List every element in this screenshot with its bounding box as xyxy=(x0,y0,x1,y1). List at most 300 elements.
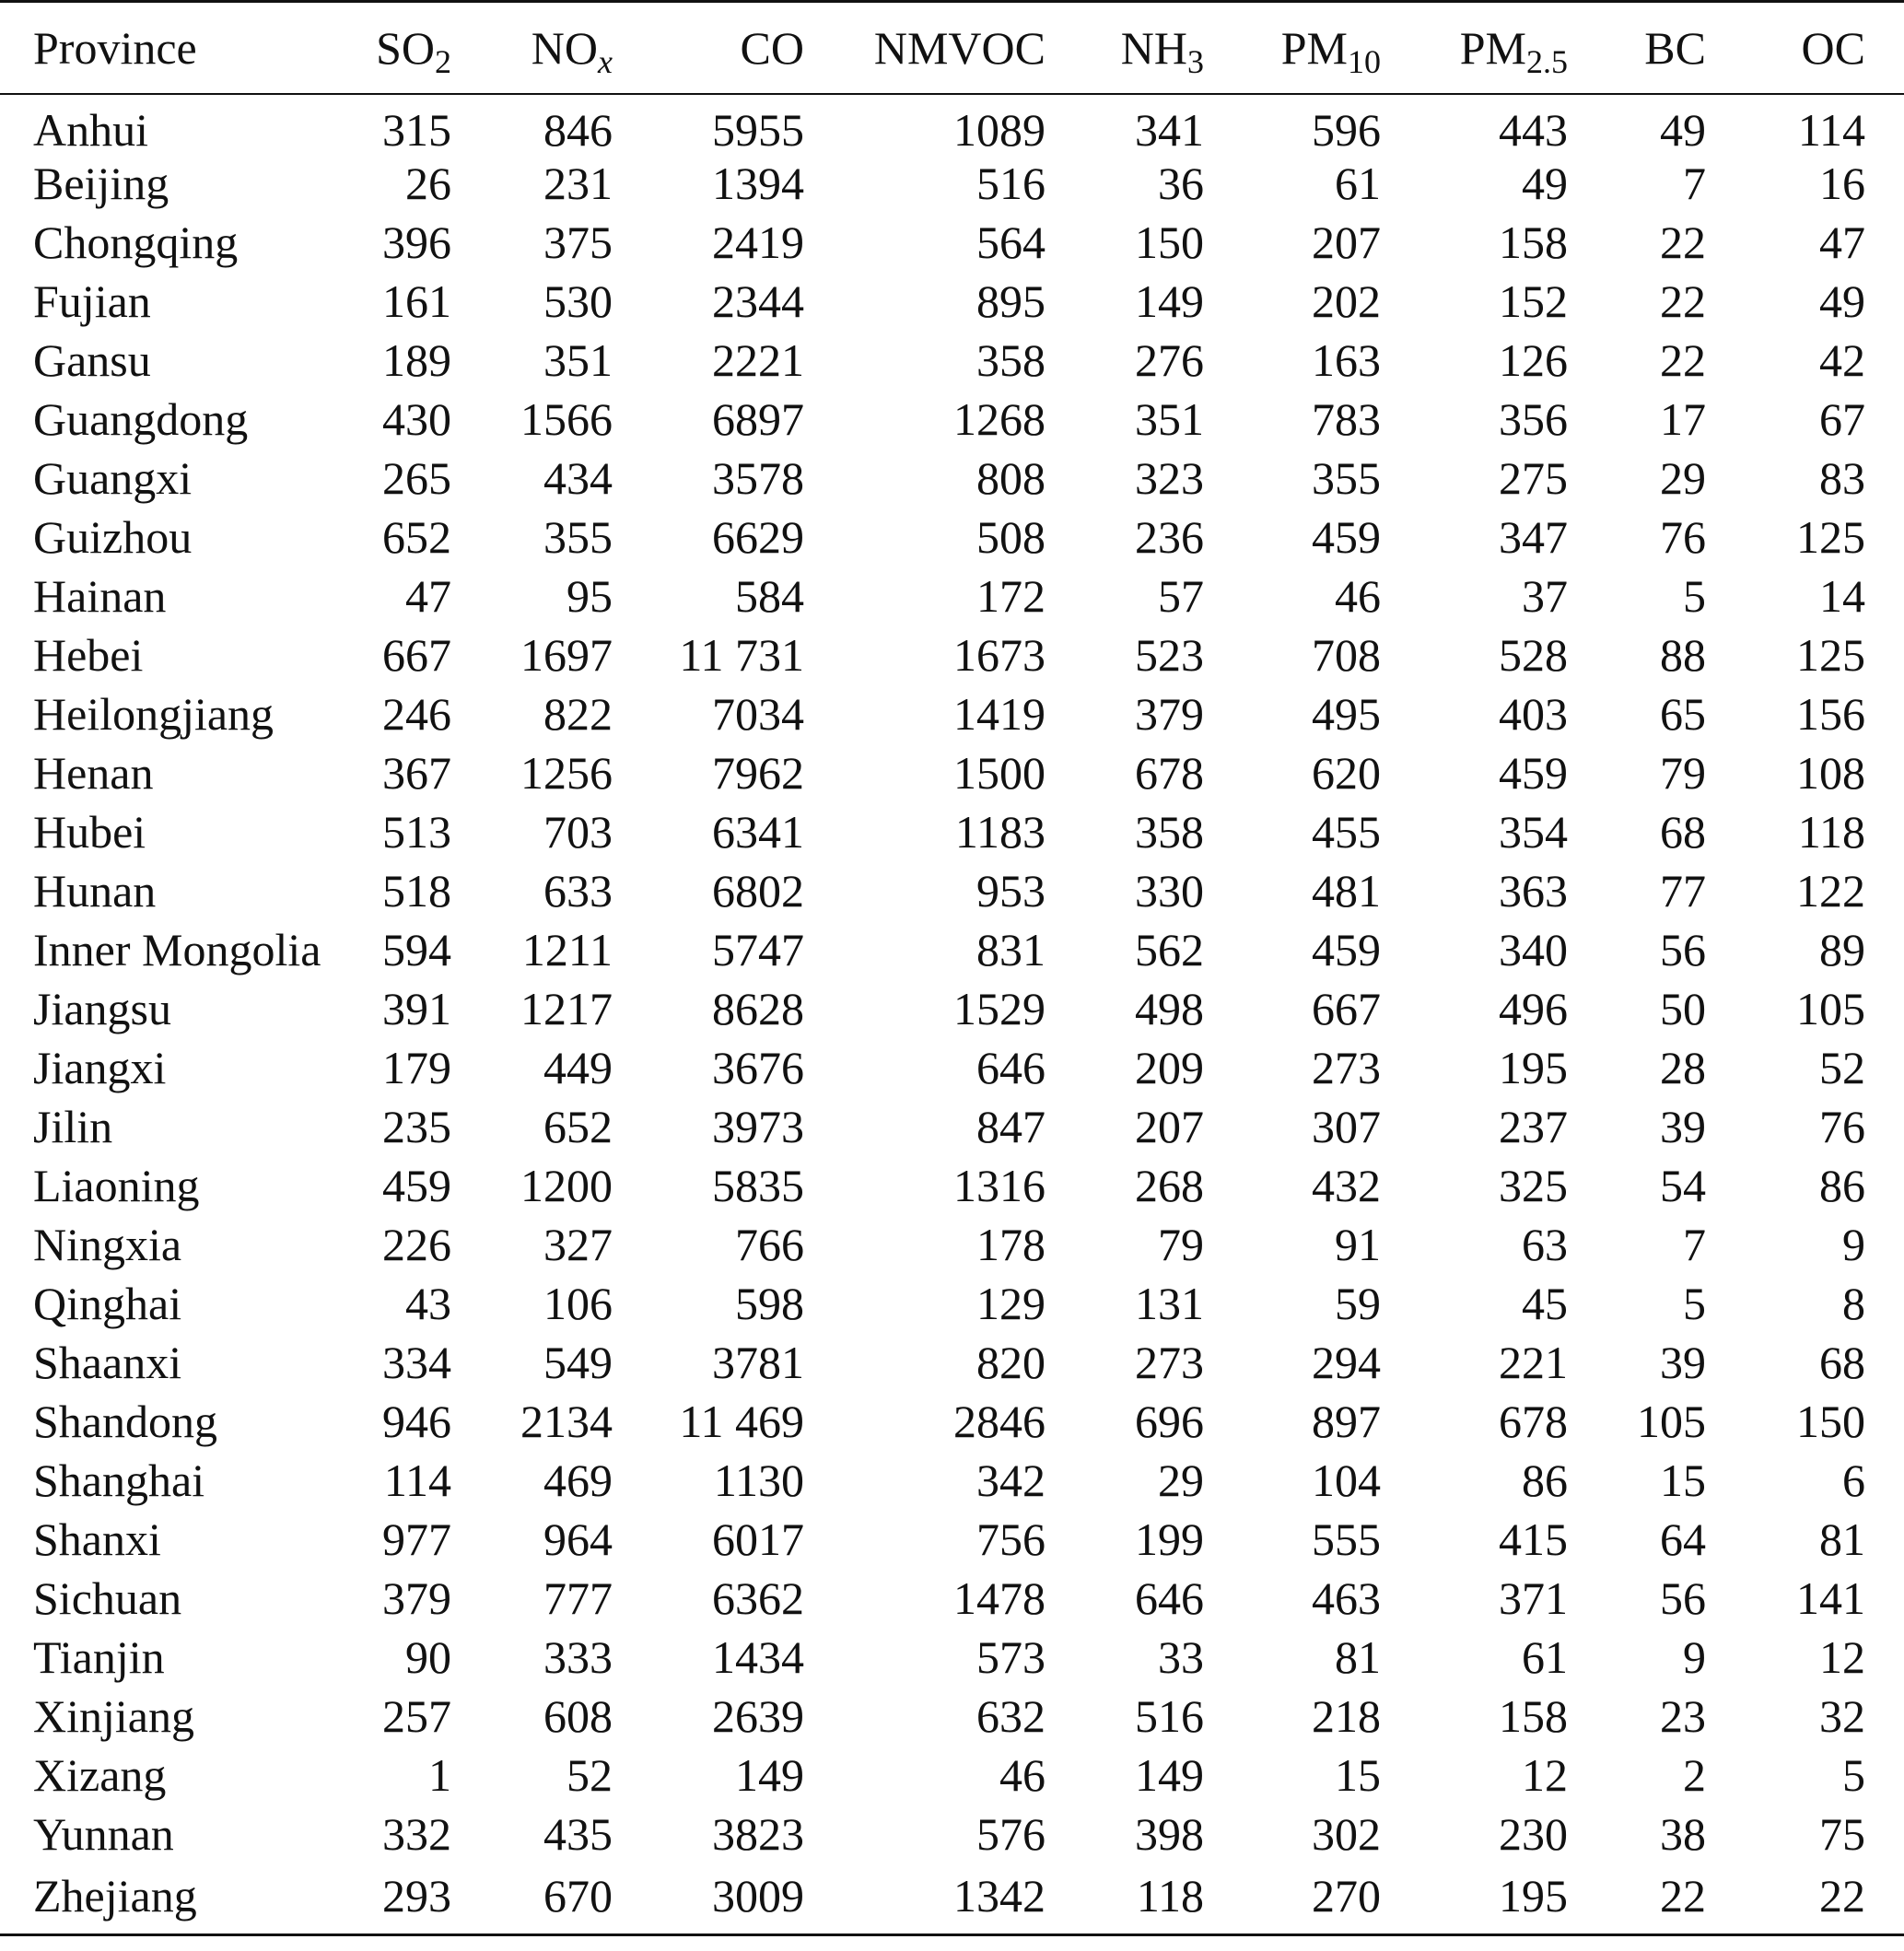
cell-pm25: 195 xyxy=(1499,1870,1568,1922)
table-row xyxy=(0,979,1904,1038)
cell-nh3: 276 xyxy=(1135,334,1204,386)
header-pm25-base: PM xyxy=(1459,22,1526,74)
cell-province: Heilongjiang xyxy=(33,688,275,740)
cell-co: 584 xyxy=(735,570,804,622)
cell-co: 5747 xyxy=(712,924,804,976)
cell-oc: 42 xyxy=(1819,334,1865,386)
table-row xyxy=(0,1569,1904,1628)
header-pm25 xyxy=(1413,2,1600,95)
cell-province: Chongqing xyxy=(33,216,239,268)
header-nox-base: NO xyxy=(531,22,599,74)
cell-so2: 594 xyxy=(382,924,451,976)
header-pm10-sub: 10 xyxy=(1348,43,1381,81)
cell-so2: 334 xyxy=(382,1337,451,1388)
cell-so2: 189 xyxy=(382,334,451,386)
cell-oc: 6 xyxy=(1842,1454,1865,1506)
cell-nox: 449 xyxy=(543,1042,613,1093)
header-co: CO xyxy=(740,22,804,74)
cell-co: 3676 xyxy=(712,1042,804,1093)
cell-oc: 32 xyxy=(1819,1690,1865,1742)
table-row xyxy=(0,802,1904,861)
cell-nox: 1217 xyxy=(520,983,613,1034)
header-so2-base: SO xyxy=(376,22,435,74)
cell-nmvoc: 508 xyxy=(976,511,1045,563)
cell-province: Henan xyxy=(33,747,154,799)
cell-nmvoc: 847 xyxy=(976,1101,1045,1152)
cell-nh3: 131 xyxy=(1135,1278,1204,1329)
table-row xyxy=(0,684,1904,743)
cell-bc: 22 xyxy=(1660,216,1706,268)
cell-nox: 2134 xyxy=(520,1396,613,1447)
header-nh3-base: NH xyxy=(1120,22,1187,74)
cell-oc: 141 xyxy=(1796,1572,1865,1624)
cell-nh3: 678 xyxy=(1135,747,1204,799)
cell-pm25: 443 xyxy=(1499,104,1568,156)
cell-bc: 38 xyxy=(1660,1808,1706,1860)
cell-province: Jilin xyxy=(33,1101,113,1152)
cell-pm10: 15 xyxy=(1335,1749,1381,1801)
cell-pm10: 207 xyxy=(1312,216,1381,268)
cell-nh3: 330 xyxy=(1135,865,1204,917)
table-row xyxy=(0,1156,1904,1215)
cell-bc: 5 xyxy=(1683,570,1706,622)
cell-nmvoc: 46 xyxy=(999,1749,1045,1801)
cell-nox: 703 xyxy=(543,806,613,858)
cell-pm10: 459 xyxy=(1312,924,1381,976)
table-row xyxy=(0,743,1904,802)
cell-nox: 1697 xyxy=(520,629,613,681)
cell-bc: 22 xyxy=(1660,1870,1706,1922)
cell-oc: 52 xyxy=(1819,1042,1865,1093)
cell-pm25: 275 xyxy=(1499,452,1568,504)
cell-co: 5835 xyxy=(712,1160,804,1211)
cell-province: Liaoning xyxy=(33,1160,200,1211)
cell-province: Qinghai xyxy=(33,1278,182,1329)
cell-pm10: 481 xyxy=(1312,865,1381,917)
cell-nh3: 199 xyxy=(1135,1513,1204,1565)
cell-pm10: 59 xyxy=(1335,1278,1381,1329)
cell-bc: 9 xyxy=(1683,1631,1706,1683)
cell-province: Shanxi xyxy=(33,1513,161,1565)
cell-nmvoc: 895 xyxy=(976,275,1045,327)
cell-nh3: 523 xyxy=(1135,629,1204,681)
cell-nmvoc: 516 xyxy=(976,158,1045,209)
cell-nox: 434 xyxy=(543,452,613,504)
cell-bc: 65 xyxy=(1660,688,1706,740)
cell-so2: 26 xyxy=(405,158,451,209)
cell-pm10: 667 xyxy=(1312,983,1381,1034)
cell-province: Tianjin xyxy=(33,1631,165,1683)
cell-co: 3009 xyxy=(712,1870,804,1922)
cell-pm25: 158 xyxy=(1499,1690,1568,1742)
cell-bc: 28 xyxy=(1660,1042,1706,1093)
cell-so2: 257 xyxy=(382,1690,451,1742)
cell-pm10: 61 xyxy=(1335,158,1381,209)
cell-nox: 106 xyxy=(543,1278,613,1329)
cell-bc: 17 xyxy=(1660,393,1706,445)
cell-oc: 122 xyxy=(1796,865,1865,917)
cell-nmvoc: 564 xyxy=(976,216,1045,268)
cell-nox: 375 xyxy=(543,216,613,268)
cell-pm10: 91 xyxy=(1335,1219,1381,1270)
cell-bc: 22 xyxy=(1660,334,1706,386)
cell-bc: 22 xyxy=(1660,275,1706,327)
cell-nox: 435 xyxy=(543,1808,613,1860)
cell-so2: 946 xyxy=(382,1396,451,1447)
cell-so2: 315 xyxy=(382,104,451,156)
cell-nh3: 29 xyxy=(1158,1454,1204,1506)
cell-pm10: 202 xyxy=(1312,275,1381,327)
cell-co: 6802 xyxy=(712,865,804,917)
cell-pm25: 49 xyxy=(1522,158,1568,209)
cell-co: 2344 xyxy=(712,275,804,327)
cell-province: Gansu xyxy=(33,334,151,386)
cell-oc: 108 xyxy=(1796,747,1865,799)
table-row xyxy=(0,567,1904,625)
cell-nox: 231 xyxy=(543,158,613,209)
cell-nox: 964 xyxy=(543,1513,613,1565)
cell-oc: 114 xyxy=(1797,104,1865,156)
cell-nh3: 268 xyxy=(1135,1160,1204,1211)
cell-so2: 332 xyxy=(382,1808,451,1860)
cell-co: 1130 xyxy=(713,1454,804,1506)
cell-nox: 95 xyxy=(567,570,613,622)
cell-province: Hunan xyxy=(33,865,157,917)
cell-pm25: 403 xyxy=(1499,688,1568,740)
header-pm10-base: PM xyxy=(1280,22,1348,74)
cell-pm25: 354 xyxy=(1499,806,1568,858)
cell-nmvoc: 1500 xyxy=(953,747,1045,799)
cell-pm25: 195 xyxy=(1499,1042,1568,1093)
cell-nh3: 207 xyxy=(1135,1101,1204,1152)
cell-pm10: 355 xyxy=(1312,452,1381,504)
cell-pm10: 307 xyxy=(1312,1101,1381,1152)
cell-bc: 56 xyxy=(1660,1572,1706,1624)
cell-co: 2419 xyxy=(712,216,804,268)
cell-pm25: 45 xyxy=(1522,1278,1568,1329)
cell-oc: 8 xyxy=(1842,1278,1865,1329)
header-oc: OC xyxy=(1801,22,1865,74)
cell-pm25: 325 xyxy=(1499,1160,1568,1211)
cell-nmvoc: 1089 xyxy=(953,104,1045,156)
cell-nox: 608 xyxy=(543,1690,613,1742)
cell-nmvoc: 831 xyxy=(976,924,1045,976)
cell-pm10: 708 xyxy=(1312,629,1381,681)
cell-oc: 125 xyxy=(1796,511,1865,563)
cell-oc: 76 xyxy=(1819,1101,1865,1152)
cell-nox: 469 xyxy=(543,1454,613,1506)
cell-so2: 235 xyxy=(382,1101,451,1152)
cell-bc: 39 xyxy=(1660,1101,1706,1152)
cell-nmvoc: 632 xyxy=(976,1690,1045,1742)
cell-nmvoc: 1478 xyxy=(953,1572,1045,1624)
cell-nh3: 351 xyxy=(1135,393,1204,445)
cell-nh3: 358 xyxy=(1135,806,1204,858)
cell-oc: 9 xyxy=(1842,1219,1865,1270)
cell-pm25: 63 xyxy=(1522,1219,1568,1270)
cell-province: Xizang xyxy=(33,1749,167,1801)
cell-nmvoc: 1342 xyxy=(953,1870,1045,1922)
cell-nh3: 341 xyxy=(1135,104,1204,156)
cell-co: 1394 xyxy=(712,158,804,209)
cell-pm25: 126 xyxy=(1499,334,1568,386)
cell-so2: 667 xyxy=(382,629,451,681)
cell-nmvoc: 1316 xyxy=(953,1160,1045,1211)
cell-nmvoc: 129 xyxy=(976,1278,1045,1329)
cell-bc: 79 xyxy=(1660,747,1706,799)
cell-nmvoc: 576 xyxy=(976,1808,1045,1860)
cell-so2: 977 xyxy=(382,1513,451,1565)
cell-oc: 67 xyxy=(1819,393,1865,445)
table-row xyxy=(0,1687,1904,1746)
cell-so2: 265 xyxy=(382,452,451,504)
cell-co: 6341 xyxy=(712,806,804,858)
cell-bc: 76 xyxy=(1660,511,1706,563)
cell-co: 766 xyxy=(735,1219,804,1270)
cell-bc: 105 xyxy=(1637,1396,1706,1447)
cell-co: 149 xyxy=(735,1749,804,1801)
table-row xyxy=(0,1628,1904,1687)
cell-so2: 391 xyxy=(382,983,451,1034)
cell-oc: 75 xyxy=(1819,1808,1865,1860)
header-nh3-sub: 3 xyxy=(1187,43,1204,81)
cell-nox: 530 xyxy=(543,275,613,327)
cell-oc: 68 xyxy=(1819,1337,1865,1388)
cell-co: 1434 xyxy=(712,1631,804,1683)
table-row xyxy=(0,1274,1904,1333)
cell-nox: 1200 xyxy=(520,1160,613,1211)
cell-oc: 150 xyxy=(1796,1396,1865,1447)
table-row xyxy=(0,920,1904,979)
header-pm25-sub: 2.5 xyxy=(1526,43,1568,81)
cell-nh3: 36 xyxy=(1158,158,1204,209)
cell-nmvoc: 2846 xyxy=(953,1396,1045,1447)
header-nmvoc: NMVOC xyxy=(873,22,1045,74)
table-body xyxy=(0,94,1904,1935)
cell-province: Hebei xyxy=(33,629,144,681)
table-row xyxy=(0,1392,1904,1451)
cell-nox: 846 xyxy=(543,104,613,156)
cell-nh3: 646 xyxy=(1135,1572,1204,1624)
cell-nh3: 323 xyxy=(1135,452,1204,504)
cell-province: Fujian xyxy=(33,275,151,327)
cell-nh3: 398 xyxy=(1135,1808,1204,1860)
cell-nmvoc: 1268 xyxy=(953,393,1045,445)
cell-nh3: 57 xyxy=(1158,570,1204,622)
cell-oc: 16 xyxy=(1819,158,1865,209)
cell-nh3: 498 xyxy=(1135,983,1204,1034)
cell-pm10: 455 xyxy=(1312,806,1381,858)
cell-nox: 1566 xyxy=(520,393,613,445)
cell-bc: 68 xyxy=(1660,806,1706,858)
cell-co: 3781 xyxy=(712,1337,804,1388)
cell-nmvoc: 342 xyxy=(976,1454,1045,1506)
table-row xyxy=(0,1215,1904,1274)
table-row xyxy=(0,1510,1904,1569)
cell-so2: 652 xyxy=(382,511,451,563)
cell-bc: 77 xyxy=(1660,865,1706,917)
cell-bc: 39 xyxy=(1660,1337,1706,1388)
cell-pm10: 294 xyxy=(1312,1337,1381,1388)
cell-so2: 90 xyxy=(405,1631,451,1683)
cell-pm25: 347 xyxy=(1499,511,1568,563)
cell-pm25: 340 xyxy=(1499,924,1568,976)
cell-so2: 459 xyxy=(382,1160,451,1211)
cell-nox: 652 xyxy=(543,1101,613,1152)
cell-co: 5955 xyxy=(712,104,804,156)
cell-nox: 1256 xyxy=(520,747,613,799)
table-row xyxy=(0,272,1904,331)
cell-pm10: 459 xyxy=(1312,511,1381,563)
cell-pm10: 555 xyxy=(1312,1513,1381,1565)
cell-co: 6897 xyxy=(712,393,804,445)
cell-nh3: 516 xyxy=(1135,1690,1204,1742)
cell-co: 2221 xyxy=(712,334,804,386)
cell-nmvoc: 1183 xyxy=(954,806,1045,858)
cell-bc: 50 xyxy=(1660,983,1706,1034)
cell-nox: 355 xyxy=(543,511,613,563)
cell-pm10: 783 xyxy=(1312,393,1381,445)
header-nh3 xyxy=(1078,2,1236,95)
cell-oc: 83 xyxy=(1819,452,1865,504)
cell-province: Shandong xyxy=(33,1396,217,1447)
cell-nox: 333 xyxy=(543,1631,613,1683)
table-row xyxy=(0,94,1904,154)
cell-oc: 5 xyxy=(1842,1749,1865,1801)
table-row xyxy=(0,154,1904,213)
cell-bc: 64 xyxy=(1660,1513,1706,1565)
cell-oc: 12 xyxy=(1819,1631,1865,1683)
cell-province: Anhui xyxy=(33,104,148,156)
table-row xyxy=(0,1863,1904,1935)
cell-oc: 81 xyxy=(1819,1513,1865,1565)
cell-pm25: 415 xyxy=(1499,1513,1568,1565)
cell-province: Hubei xyxy=(33,806,146,858)
cell-oc: 125 xyxy=(1796,629,1865,681)
header-so2 xyxy=(341,2,484,95)
cell-pm25: 12 xyxy=(1522,1749,1568,1801)
cell-co: 6362 xyxy=(712,1572,804,1624)
cell-so2: 179 xyxy=(382,1042,451,1093)
cell-so2: 513 xyxy=(382,806,451,858)
cell-co: 11 469 xyxy=(679,1396,804,1447)
cell-bc: 54 xyxy=(1660,1160,1706,1211)
cell-so2: 43 xyxy=(405,1278,451,1329)
cell-nox: 1211 xyxy=(521,924,613,976)
cell-oc: 22 xyxy=(1819,1870,1865,1922)
cell-nmvoc: 1673 xyxy=(953,629,1045,681)
cell-so2: 114 xyxy=(383,1454,451,1506)
cell-bc: 5 xyxy=(1683,1278,1706,1329)
header-province: Province xyxy=(33,22,197,74)
cell-nh3: 273 xyxy=(1135,1337,1204,1388)
cell-nh3: 209 xyxy=(1135,1042,1204,1093)
cell-nmvoc: 756 xyxy=(976,1513,1045,1565)
cell-nox: 777 xyxy=(543,1572,613,1624)
cell-province: Guangdong xyxy=(33,393,249,445)
cell-so2: 396 xyxy=(382,216,451,268)
cell-oc: 47 xyxy=(1819,216,1865,268)
table-row xyxy=(0,1333,1904,1392)
table-row xyxy=(0,1805,1904,1863)
cell-pm10: 270 xyxy=(1312,1870,1381,1922)
table-row xyxy=(0,1097,1904,1156)
cell-nox: 327 xyxy=(543,1219,613,1270)
cell-co: 6017 xyxy=(712,1513,804,1565)
cell-nmvoc: 953 xyxy=(976,865,1045,917)
cell-pm25: 528 xyxy=(1499,629,1568,681)
cell-nmvoc: 178 xyxy=(976,1219,1045,1270)
table-row xyxy=(0,508,1904,567)
cell-province: Jiangxi xyxy=(33,1042,167,1093)
cell-co: 8628 xyxy=(712,983,804,1034)
cell-nox: 351 xyxy=(543,334,613,386)
cell-bc: 15 xyxy=(1660,1454,1706,1506)
cell-oc: 86 xyxy=(1819,1160,1865,1211)
cell-so2: 293 xyxy=(382,1870,451,1922)
cell-nox: 633 xyxy=(543,865,613,917)
cell-pm25: 221 xyxy=(1499,1337,1568,1388)
cell-province: Ningxia xyxy=(33,1219,182,1270)
cell-so2: 47 xyxy=(405,570,451,622)
table-row xyxy=(0,625,1904,684)
cell-nox: 52 xyxy=(567,1749,613,1801)
cell-pm25: 371 xyxy=(1499,1572,1568,1624)
cell-oc: 118 xyxy=(1797,806,1865,858)
cell-pm10: 273 xyxy=(1312,1042,1381,1093)
cell-oc: 105 xyxy=(1796,983,1865,1034)
cell-pm10: 596 xyxy=(1312,104,1381,156)
cell-pm25: 459 xyxy=(1499,747,1568,799)
cell-co: 3823 xyxy=(712,1808,804,1860)
cell-co: 6629 xyxy=(712,511,804,563)
cell-nh3: 236 xyxy=(1135,511,1204,563)
cell-pm25: 37 xyxy=(1522,570,1568,622)
cell-pm10: 46 xyxy=(1335,570,1381,622)
cell-pm25: 356 xyxy=(1499,393,1568,445)
cell-province: Hainan xyxy=(33,570,167,622)
cell-province: Beijing xyxy=(33,158,169,209)
cell-nmvoc: 820 xyxy=(976,1337,1045,1388)
cell-bc: 23 xyxy=(1660,1690,1706,1742)
cell-province: Sichuan xyxy=(33,1572,182,1624)
cell-nmvoc: 172 xyxy=(976,570,1045,622)
cell-pm10: 218 xyxy=(1312,1690,1381,1742)
cell-province: Guizhou xyxy=(33,511,193,563)
cell-pm10: 620 xyxy=(1312,747,1381,799)
cell-so2: 367 xyxy=(382,747,451,799)
cell-nh3: 149 xyxy=(1135,1749,1204,1801)
cell-bc: 56 xyxy=(1660,924,1706,976)
cell-pm10: 495 xyxy=(1312,688,1381,740)
cell-bc: 7 xyxy=(1683,1219,1706,1270)
table-header xyxy=(0,2,1904,95)
header-nox-sub: x xyxy=(598,43,613,81)
cell-nh3: 33 xyxy=(1158,1631,1204,1683)
cell-nmvoc: 358 xyxy=(976,334,1045,386)
cell-nh3: 379 xyxy=(1135,688,1204,740)
cell-province: Shaanxi xyxy=(33,1337,182,1388)
cell-pm10: 897 xyxy=(1312,1396,1381,1447)
cell-province: Jiangsu xyxy=(33,983,171,1034)
cell-co: 7034 xyxy=(712,688,804,740)
cell-nmvoc: 1419 xyxy=(953,688,1045,740)
cell-co: 3578 xyxy=(712,452,804,504)
cell-province: Zhejiang xyxy=(33,1870,197,1922)
cell-pm10: 302 xyxy=(1312,1808,1381,1860)
cell-pm25: 496 xyxy=(1499,983,1568,1034)
cell-so2: 379 xyxy=(382,1572,451,1624)
